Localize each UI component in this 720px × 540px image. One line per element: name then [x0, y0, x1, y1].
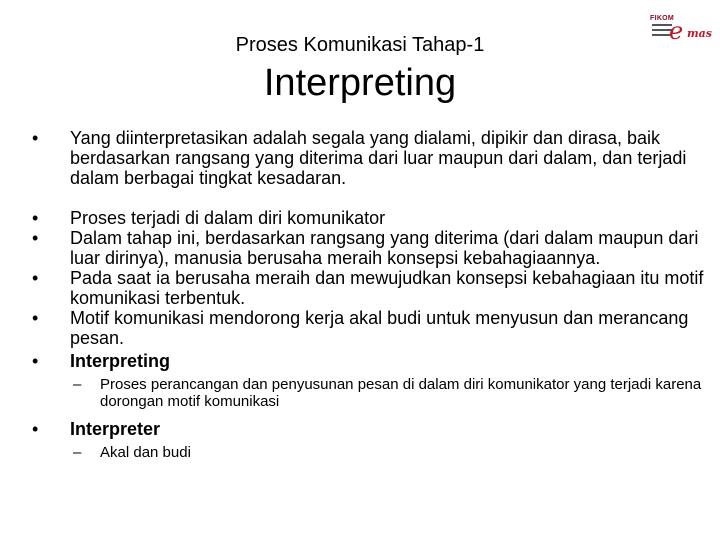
bullet-list: [32, 128, 712, 461]
bullet-text: Motif komunikasi mendorong kerja akal budi untuk menyusun dan merancang pesan.: [70, 308, 689, 348]
bullet-marker: •: [32, 308, 39, 328]
logo-mark: e: [669, 17, 684, 45]
bullet-marker: •: [32, 228, 39, 248]
bullet-text: Interpreting: [70, 351, 171, 371]
bullet-item: [32, 268, 712, 308]
logo-label: FIKOM: [650, 15, 675, 22]
dash-marker: –: [73, 376, 82, 393]
bullet-text: Yang diinterpretasikan adalah segala yang dialami, dipikir dan dirasa, baik berdasarkan rangsang yang diterima dari luar maupun dari dalam, dan terjadi dalam berbagai tingkat kesadaran.: [70, 128, 687, 188]
sub-bullet-item: [32, 376, 712, 410]
bullet-text: Pada saat ia berusaha meraih dan mewujudkan konsepsi kebahagiaan itu motif komunikasi terbentuk.: [70, 268, 704, 308]
logo-mark-text: mas: [687, 27, 712, 40]
bullet-item: [32, 351, 712, 371]
dash-marker: –: [73, 444, 82, 461]
bullet-text: Interpreter: [70, 419, 161, 439]
bullet-marker: •: [32, 351, 39, 371]
bullet-text: Proses terjadi di dalam diri komunikator: [70, 208, 386, 228]
bullet-item: [32, 308, 712, 348]
slide-subtitle: Proses Komunikasi Tahap-1: [235, 34, 485, 56]
bullet-marker: •: [32, 128, 39, 148]
sub-bullet-item: [32, 444, 712, 461]
sub-bullet-text: Proses perancangan dan penyusunan pesan di dalam diri komunikator yang terjadi karena dorongan motif komunikasi: [100, 376, 702, 410]
slide-title: Interpreting: [263, 62, 457, 104]
bullet-text: Dalam tahap ini, berdasarkan rangsang yang diterima (dari dalam maupun dari luar dirinya), manusia berusaha meraih konsepsi kebahagiaannya.: [70, 228, 699, 268]
bullet-item: [32, 128, 712, 188]
bullet-marker: •: [32, 419, 39, 439]
bullet-item: [32, 419, 712, 439]
sub-bullet-text: Akal dan budi: [100, 444, 191, 461]
bullet-item: [32, 208, 712, 228]
bullet-item: [32, 228, 712, 268]
bullet-marker: •: [32, 268, 39, 288]
bullet-marker: •: [32, 208, 39, 228]
fikom-emas-logo: [647, 14, 711, 48]
